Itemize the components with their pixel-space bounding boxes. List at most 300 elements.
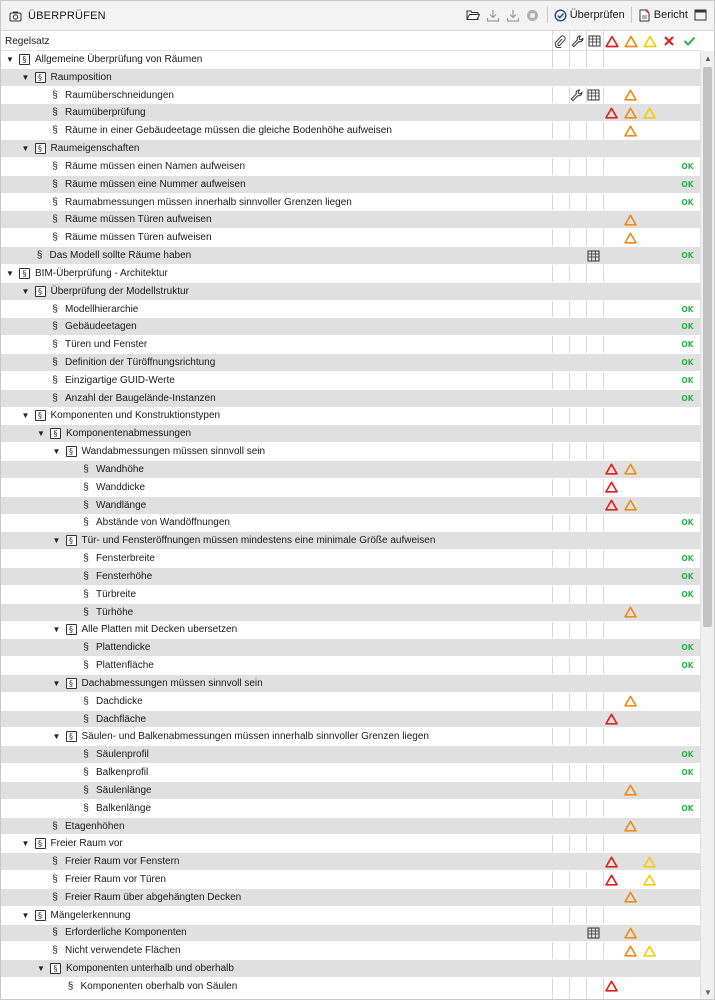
error-triangle-icon[interactable]: [604, 33, 620, 49]
tree-rule-row[interactable]: [1, 853, 700, 871]
row-label: Freier Raum vor Türen: [65, 874, 166, 885]
report-button-label: Bericht: [653, 9, 688, 21]
tree-group-row[interactable]: [1, 675, 700, 693]
tree-rule-row[interactable]: [1, 158, 700, 176]
tree-group-row[interactable]: [1, 622, 700, 640]
row-label: Säulen- und Balkenabmessungen müssen innerhalb sinnvoller Grenzen liegen: [81, 731, 429, 743]
expand-toggle-icon[interactable]: ▼: [6, 268, 14, 278]
row-name-cell: [1, 675, 552, 692]
rule-paragraph-icon: §: [83, 606, 89, 618]
ruleset-header-label: Regelsatz: [5, 36, 50, 47]
tree-group-row[interactable]: [1, 907, 700, 925]
error-triangle-icon: [602, 853, 621, 870]
rule-paragraph-icon: §: [52, 89, 58, 101]
tree-rule-row[interactable]: [1, 194, 700, 212]
tree-rule-row[interactable]: [1, 301, 700, 319]
ok-status-text: OK: [681, 750, 694, 760]
row-label: Plattendicke: [96, 642, 151, 654]
row-label: Allgemeine Überprüfung von Räumen: [35, 53, 203, 65]
tree-group-row[interactable]: [1, 835, 700, 853]
row-label: Säulenprofil: [96, 749, 149, 761]
table-icon[interactable]: [584, 925, 603, 942]
ok-status-badge: [678, 194, 697, 211]
tree-rule-row[interactable]: [1, 568, 700, 586]
row-label: Gebäudeetagen: [65, 321, 137, 333]
row-label: Säulenlänge: [96, 784, 152, 796]
panel-title: ÜBERPRÜFEN: [28, 10, 106, 22]
rule-paragraph-icon: §: [52, 927, 58, 939]
ok-status-badge: [678, 247, 697, 264]
ok-status-text: OK: [681, 179, 694, 189]
rule-paragraph-icon: §: [52, 874, 58, 885]
rule-paragraph-icon: §: [83, 588, 89, 600]
tree-rule-row[interactable]: [1, 978, 700, 996]
ruleset-book-icon: §: [50, 428, 61, 439]
warning-triangle-icon: [621, 461, 640, 478]
warning-triangle-icon: [621, 889, 640, 906]
rule-paragraph-icon: §: [67, 980, 74, 992]
row-label: Raumüberprüfung: [65, 107, 146, 119]
expand-toggle-icon[interactable]: ▼: [21, 286, 30, 296]
row-label: Mängelerkennung: [50, 909, 131, 921]
row-name-cell: [1, 372, 552, 389]
row-label: Räume müssen Türen aufweisen: [65, 232, 212, 244]
row-name-cell: [1, 889, 552, 906]
row-name-cell: [1, 211, 552, 228]
expand-toggle-icon[interactable]: ▼: [21, 72, 30, 82]
tree-rule-row[interactable]: [1, 639, 700, 657]
rule-paragraph-icon: §: [83, 660, 89, 672]
row-label: Anzahl der Baugelände-Instanzen: [65, 392, 216, 404]
warning-triangle-icon: [621, 604, 640, 621]
row-label: Etagenhöhen: [65, 820, 125, 832]
ruleset-tree: [1, 51, 700, 999]
ok-status-badge: [678, 550, 697, 567]
tree-rule-row[interactable]: [1, 693, 700, 711]
info-triangle-icon: [640, 104, 659, 121]
row-name-cell: [1, 443, 552, 460]
warning-triangle-icon: [621, 122, 640, 139]
rule-paragraph-icon: §: [83, 749, 89, 761]
ok-status-text: OK: [681, 554, 694, 564]
ruleset-book-icon: §: [35, 410, 46, 421]
tree-rule-row[interactable]: [1, 497, 700, 515]
row-name-cell: [1, 764, 552, 781]
scroll-up-icon[interactable]: ▲: [704, 53, 712, 63]
error-triangle-icon: [602, 461, 621, 478]
warning-triangle-icon[interactable]: [623, 33, 639, 49]
ruleset-book-icon: §: [66, 624, 77, 635]
tree-rule-row[interactable]: [1, 229, 700, 247]
row-label: Türhöhe: [96, 606, 134, 618]
row-name-cell: [1, 586, 552, 603]
paperclip-icon[interactable]: [552, 33, 568, 49]
stop-icon[interactable]: [525, 7, 541, 23]
panel-titlebar: [1, 1, 714, 31]
row-label: Raumabmessungen müssen innerhalb sinnvoller Grenzen liegen: [65, 196, 352, 208]
row-name-cell: [1, 622, 552, 639]
tree-rule-row[interactable]: [1, 782, 700, 800]
window-icon[interactable]: [692, 7, 708, 23]
error-triangle-icon: [602, 978, 621, 995]
rule-paragraph-icon: §: [52, 891, 58, 903]
tree-group-row[interactable]: [1, 51, 700, 69]
tree-rule-row[interactable]: [1, 604, 700, 622]
warning-triangle-icon: [621, 693, 640, 710]
failed-x-icon[interactable]: [661, 33, 677, 49]
rule-paragraph-icon: §: [83, 784, 89, 796]
expand-toggle-icon[interactable]: ▼: [21, 910, 30, 920]
rule-paragraph-icon: §: [83, 499, 89, 511]
tree-group-row[interactable]: [1, 69, 700, 87]
tree-rule-row[interactable]: [1, 176, 700, 194]
ruleset-book-icon: §: [19, 54, 30, 65]
expand-toggle-icon[interactable]: ▼: [52, 447, 61, 457]
tree-rule-row[interactable]: [1, 318, 700, 336]
row-name-cell: [1, 140, 552, 157]
row-label: Raumposition: [50, 71, 112, 83]
tree-group-row[interactable]: [1, 283, 700, 301]
row-name-cell: [1, 532, 552, 549]
expand-toggle-icon[interactable]: ▼: [6, 54, 14, 64]
row-name-cell: [1, 818, 552, 835]
row-name-cell: [1, 301, 552, 318]
tree-rule-row[interactable]: [1, 515, 700, 533]
rule-paragraph-icon: §: [83, 695, 89, 707]
row-label: Balkenprofil: [96, 767, 149, 779]
ruleset-book-icon: §: [35, 72, 46, 83]
tree-rule-row[interactable]: [1, 764, 700, 782]
ruleset-book-icon: §: [66, 446, 77, 457]
info-triangle-icon: [640, 871, 659, 888]
row-label: Überprüfung der Modellstruktur: [50, 285, 189, 297]
ok-status-badge: [678, 515, 697, 532]
row-label: Einzigartige GUID-Werte: [65, 374, 175, 386]
ok-status-badge: [678, 746, 697, 763]
tree-group-row[interactable]: [1, 443, 700, 461]
ok-status-badge: [678, 318, 697, 335]
rule-paragraph-icon: §: [52, 321, 58, 333]
row-label: Türen und Fenster: [65, 339, 148, 351]
expand-toggle-icon[interactable]: ▼: [52, 732, 61, 742]
ok-status-badge: [678, 657, 697, 674]
row-label: Plattenfläche: [96, 660, 154, 672]
vertical-scrollbar[interactable]: [700, 51, 714, 999]
tree-rule-row[interactable]: [1, 104, 700, 122]
row-label: Dachdicke: [96, 695, 143, 707]
ruleset-book-icon: §: [66, 678, 77, 689]
tree-group-row[interactable]: [1, 265, 700, 283]
warning-triangle-icon: [621, 782, 640, 799]
ok-status-badge: [678, 800, 697, 817]
ok-status-text: OK: [681, 340, 694, 350]
row-name-cell: [1, 782, 552, 799]
check-button-label: Überprüfen: [569, 9, 625, 21]
row-name-cell: [1, 247, 552, 264]
tree-rule-row[interactable]: [1, 711, 700, 729]
row-label: Komponentenabmessungen: [66, 428, 192, 440]
row-label: Wandabmessungen müssen sinnvoll sein: [81, 446, 266, 458]
error-triangle-icon: [602, 871, 621, 888]
row-name-cell: [1, 318, 552, 335]
row-name-cell: [1, 693, 552, 710]
ok-status-text: OK: [681, 643, 694, 653]
row-name-cell: [1, 69, 552, 86]
ok-status-badge: [678, 586, 697, 603]
row-label: Dachabmessungen müssen sinnvoll sein: [81, 677, 263, 689]
tree-rule-row[interactable]: [1, 390, 700, 408]
toolbar-divider: [547, 7, 548, 23]
tree-rule-row[interactable]: [1, 657, 700, 675]
rule-paragraph-icon: §: [52, 214, 58, 226]
rule-paragraph-icon: §: [83, 570, 89, 582]
row-name-cell: [1, 728, 552, 745]
tree-group-row[interactable]: [1, 728, 700, 746]
warning-triangle-icon: [621, 229, 640, 246]
check-button[interactable]: [554, 9, 625, 22]
ruleset-book-icon: §: [50, 963, 61, 974]
ruleset-book-icon: §: [19, 268, 30, 279]
row-label: Komponenten unterhalb und oberhalb: [66, 963, 234, 975]
rule-paragraph-icon: §: [83, 802, 89, 814]
warning-triangle-icon: [621, 211, 640, 228]
info-triangle-icon[interactable]: [642, 33, 658, 49]
rule-paragraph-icon: §: [83, 713, 89, 725]
row-label: Raumeigenschaften: [50, 143, 140, 155]
rule-paragraph-icon: §: [83, 463, 89, 475]
column-header: [1, 31, 700, 51]
row-label: Definition der Türöffnungsrichtung: [65, 356, 216, 368]
row-name-cell: [1, 229, 552, 246]
table-icon[interactable]: [584, 247, 603, 264]
ok-status-badge: [678, 372, 697, 389]
row-name-cell: [1, 871, 552, 888]
row-label: Fensterbreite: [96, 553, 155, 565]
rule-paragraph-icon: §: [52, 196, 58, 208]
row-name-cell: [1, 158, 552, 175]
tree-rule-row[interactable]: [1, 479, 700, 497]
row-label: Freier Raum über abgehängten Decken: [65, 891, 242, 903]
tree-rule-row[interactable]: [1, 889, 700, 907]
error-triangle-icon: [602, 711, 621, 728]
row-label: Freier Raum vor: [50, 838, 123, 850]
tree-rule-row[interactable]: [1, 800, 700, 818]
passed-check-icon[interactable]: [681, 33, 697, 49]
rule-paragraph-icon: §: [52, 820, 58, 832]
tree-group-row[interactable]: [1, 960, 700, 978]
row-name-cell: [1, 657, 552, 674]
ruleset-book-icon: §: [35, 838, 46, 849]
row-name-cell: [1, 800, 552, 817]
rule-paragraph-icon: §: [52, 945, 58, 957]
download-icon[interactable]: [485, 7, 501, 23]
tree-rule-row[interactable]: [1, 87, 700, 105]
row-label: Alle Platten mit Decken ubersetzen: [81, 624, 238, 636]
warning-triangle-icon: [621, 87, 640, 104]
tree-rule-row[interactable]: [1, 550, 700, 568]
row-label: Wandhöhe: [96, 463, 144, 475]
row-name-cell: [1, 907, 552, 924]
warning-triangle-icon: [621, 497, 640, 514]
row-label: BIM-Überprüfung - Architektur: [35, 267, 168, 279]
ok-status-text: OK: [681, 393, 694, 403]
tree-rule-row[interactable]: [1, 586, 700, 604]
ruleset-book-icon: §: [35, 910, 46, 921]
table-icon[interactable]: [584, 87, 603, 104]
row-name-cell: [1, 978, 552, 995]
row-name-cell: [1, 746, 552, 763]
row-name-cell: [1, 265, 552, 282]
row-label: Freier Raum vor Fenstern: [65, 856, 180, 868]
info-triangle-icon: [640, 942, 659, 959]
row-label: Räume müssen Türen aufweisen: [65, 214, 212, 226]
check-circle-icon: [554, 9, 567, 22]
info-triangle-icon: [640, 853, 659, 870]
tree-rule-row[interactable]: [1, 336, 700, 354]
row-name-cell: [1, 336, 552, 353]
tree-rule-row[interactable]: [1, 247, 700, 265]
row-name-cell: [1, 497, 552, 514]
ruleset-book-icon: §: [35, 286, 46, 297]
rule-paragraph-icon: §: [83, 642, 89, 654]
ok-status-badge: [678, 176, 697, 193]
scrollbar-thumb[interactable]: [703, 67, 712, 627]
ok-status-badge: [678, 336, 697, 353]
row-label: Türbreite: [96, 588, 137, 600]
row-name-cell: [1, 568, 552, 585]
expand-toggle-icon[interactable]: ▼: [37, 429, 45, 439]
row-label: Raumüberschneidungen: [65, 89, 174, 101]
report-button[interactable]: [638, 9, 688, 22]
ok-status-text: OK: [681, 304, 694, 314]
toolbar-divider: [631, 7, 632, 23]
row-name-cell: [1, 515, 552, 532]
ok-status-badge: [678, 568, 697, 585]
tree-rule-row[interactable]: [1, 942, 700, 960]
expand-toggle-icon[interactable]: ▼: [21, 411, 30, 421]
expand-toggle-icon[interactable]: ▼: [52, 678, 61, 688]
rule-paragraph-icon: §: [52, 232, 58, 244]
tree-rule-row[interactable]: [1, 871, 700, 889]
ok-status-text: OK: [681, 197, 694, 207]
rule-paragraph-icon: §: [52, 856, 58, 868]
tree-rule-row[interactable]: [1, 122, 700, 140]
rule-paragraph-icon: §: [83, 481, 89, 493]
wrench-icon[interactable]: [569, 33, 585, 49]
tree-rule-row[interactable]: [1, 461, 700, 479]
row-name-cell: [1, 960, 552, 977]
row-label: Wandlänge: [96, 499, 147, 511]
row-name-cell: [1, 461, 552, 478]
ok-status-text: OK: [681, 518, 694, 528]
tree-rule-row[interactable]: [1, 354, 700, 372]
rule-paragraph-icon: §: [52, 339, 58, 351]
rule-paragraph-icon: §: [83, 767, 89, 779]
ruleset-book-icon: §: [35, 143, 46, 154]
row-name-cell: [1, 942, 552, 959]
ok-status-badge: [678, 158, 697, 175]
row-label: Räume müssen einen Namen aufweisen: [65, 160, 246, 172]
row-name-cell: [1, 122, 552, 139]
tree-rule-row[interactable]: [1, 925, 700, 943]
report-icon: [638, 9, 651, 22]
expand-toggle-icon[interactable]: ▼: [21, 839, 30, 849]
error-triangle-icon: [602, 479, 621, 496]
row-name-cell: [1, 925, 552, 942]
download-icon[interactable]: [505, 7, 521, 23]
expand-toggle-icon[interactable]: ▼: [21, 144, 30, 154]
row-name-cell: [1, 711, 552, 728]
ok-status-text: OK: [681, 589, 694, 599]
folder-open-icon[interactable]: [465, 7, 481, 23]
row-label: Fensterhöhe: [96, 570, 153, 582]
row-name-cell: [1, 604, 552, 621]
error-triangle-icon: [602, 497, 621, 514]
row-name-cell: [1, 479, 552, 496]
ok-status-text: OK: [681, 803, 694, 813]
ok-status-text: OK: [681, 322, 694, 332]
tree-rule-row[interactable]: [1, 211, 700, 229]
rule-paragraph-icon: §: [83, 517, 89, 529]
expand-toggle-icon[interactable]: ▼: [52, 625, 61, 635]
rule-paragraph-icon: §: [52, 374, 58, 386]
row-label: Balkenlänge: [96, 802, 152, 814]
rule-paragraph-icon: §: [52, 392, 58, 404]
ok-status-text: OK: [681, 375, 694, 385]
warning-triangle-icon: [621, 818, 640, 835]
row-name-cell: [1, 104, 552, 121]
rule-paragraph-icon: §: [52, 178, 58, 190]
row-name-cell: [1, 853, 552, 870]
scroll-down-icon[interactable]: ▼: [704, 987, 712, 997]
row-name-cell: [1, 835, 552, 852]
tree-rule-row[interactable]: [1, 746, 700, 764]
row-name-cell: [1, 194, 552, 211]
tree-group-row[interactable]: [1, 425, 700, 443]
row-label: Nicht verwendete Flächen: [65, 945, 181, 957]
row-label: Tür- und Fensteröffnungen müssen mindestens eine minimale Größe aufweisen: [81, 535, 436, 547]
row-label: Wanddicke: [96, 481, 146, 493]
row-label: Erforderliche Komponenten: [65, 927, 187, 939]
ruleset-book-icon: §: [66, 535, 77, 546]
tree-group-row[interactable]: [1, 532, 700, 550]
table-icon[interactable]: [586, 33, 602, 49]
expand-toggle-icon[interactable]: ▼: [37, 964, 45, 974]
row-label: Räume müssen eine Nummer aufweisen: [65, 178, 246, 190]
rule-paragraph-icon: §: [52, 303, 58, 315]
rule-paragraph-icon: §: [52, 125, 58, 137]
ok-status-text: OK: [681, 161, 694, 171]
tree-group-row[interactable]: [1, 140, 700, 158]
row-label: Das Modell sollte Räume haben: [49, 250, 192, 262]
warning-triangle-icon: [621, 104, 640, 121]
ok-status-badge: [678, 639, 697, 656]
ok-status-badge: [678, 390, 697, 407]
expand-toggle-icon[interactable]: ▼: [52, 536, 61, 546]
ok-status-badge: [678, 764, 697, 781]
row-label: Modellhierarchie: [65, 303, 139, 315]
tree-group-row[interactable]: [1, 408, 700, 426]
rule-paragraph-icon: §: [52, 107, 58, 119]
row-name-cell: [1, 639, 552, 656]
rule-paragraph-icon: §: [52, 160, 58, 172]
ok-status-badge: [678, 301, 697, 318]
warning-triangle-icon: [621, 942, 640, 959]
row-name-cell: [1, 176, 552, 193]
row-name-cell: [1, 425, 552, 442]
tree-rule-row[interactable]: [1, 818, 700, 836]
tree-rule-row[interactable]: [1, 372, 700, 390]
